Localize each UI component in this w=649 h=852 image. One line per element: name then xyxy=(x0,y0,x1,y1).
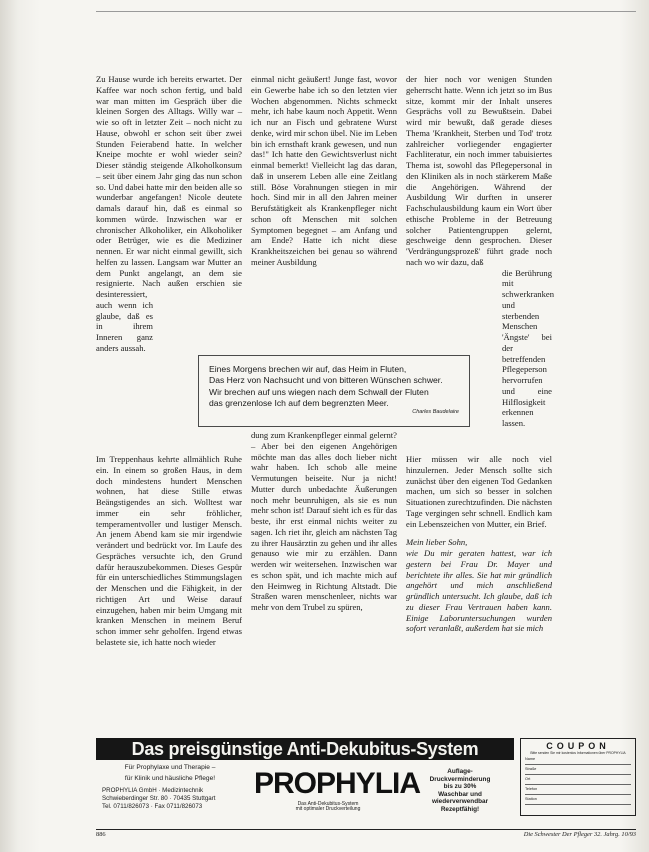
ad-address-line-1: PROPHYLIA GmbH · Medizintechnik xyxy=(102,787,204,795)
pull-quote xyxy=(198,355,470,427)
coupon-field-street[interactable]: Straße xyxy=(525,765,631,775)
coupon-note: Bitte senden Sie mir kostenlos Informationen über PROPHYLIA xyxy=(530,751,626,755)
article-column-2 xyxy=(251,74,397,268)
page-footer xyxy=(96,830,636,840)
col3-para1: der hier noch vor wenigen Stunden geherrscht hatte. Wenn ich jetzt so im Bus sitze, kommt mir der Inhalt unseres Gesprächs voll zu Bewußtsein. Dabei wird mir bewußt, daß gerade dieses Thema 'Krankheit, Sterben und Tod' trotz zahlreicher vorliegender engagierter Fachliteratur, ein noch immer tabuisiertes Thema ist, sowohl das Pflegepersonal in den Kliniken als in noch stärkerem Maße die Angehörigen. Während der Ausbildung Wir durften in unserer Fachschulausbildung kaum ein Wort über ethische Probleme in der Betreuung solcher Patientengruppen gelernt, geschweige denn gesprochen. Dieser 'Verdrängungsprozeß' führt grade noch nach wo wir dazu, daß xyxy=(406,74,552,267)
pull-quote-line-3: Wir brechen auf uns wiegen nach dem Schwall der Fluten xyxy=(209,386,429,397)
coupon-field-name[interactable]: Name xyxy=(525,755,631,765)
ad-offer-line-1: Auflage- xyxy=(447,768,473,775)
article-column-2-lower xyxy=(251,430,397,613)
ad-lead-line-2: für Klinik und häusliche Pflege! xyxy=(124,774,216,782)
logo-tagline-2: mit optimaler Druckverteilung xyxy=(295,806,361,812)
ad-headline: Das preisgünstige Anti-Dekubitus-System xyxy=(96,738,514,760)
ad-offer-line-4: Waschbar und wiederverwendbar xyxy=(431,790,489,806)
ad-offer xyxy=(414,768,506,812)
ad-offer-line-5: Rezeptfähig! xyxy=(440,805,480,813)
coupon-field-city[interactable]: Ort xyxy=(525,775,631,785)
journal-citation: Die Schwester Der Pfleger 32. Jahrg. 10/93 xyxy=(523,831,636,838)
logo-wordmark: PROPHYLIA xyxy=(254,767,421,800)
prophylia-logo xyxy=(254,767,421,812)
ad-offer-line-3: bis zu 30% xyxy=(443,783,477,791)
top-rule xyxy=(96,11,636,12)
article-column-3-lower xyxy=(406,454,552,634)
col3-lower-para: Hier müssen wir alle noch viel hinzulernen. Jeder Mensch sollte sich zunächst über den eigenen Tod Gedanken machen, um sich so besser in solchen Situationen zurechtzufinden. Die nächsten Tage vergingen sehr schnell. Endlich kam ein Lebenszeichen von Mutter, ein Brief. xyxy=(406,454,552,529)
ad-info-block xyxy=(96,762,244,816)
advertisement xyxy=(96,738,636,816)
ad-address-line-2: Schwieberdinger Str. 80 · 70435 Stuttgart xyxy=(102,795,216,803)
pull-quote-source: Charles Baudelaire xyxy=(412,408,459,415)
pull-quote-line-4: das grenzenlose Ich auf dem begrenzten Meer. xyxy=(209,398,389,409)
letter-body: wie Du mir geraten hattest, war ich gestern bei Frau Dr. Mayer und berichtete ihr alles. Sie hat mir gründlich angehört und mich anschließend gründlich untersucht. Ich glaube, daß ich zu dieser Frau Vertrauen haben kann. Einige Laboruntersuchungen wurden sofort veranlaßt, außerdem hat sie mich xyxy=(406,548,552,634)
logo-tagline-1: Das Anti-Dekubitus-System xyxy=(297,801,359,807)
coupon-field-station[interactable]: Station xyxy=(525,795,631,805)
article-column-1 xyxy=(96,74,242,354)
coupon-field-phone[interactable]: Telefon xyxy=(525,785,631,795)
pull-quote-line-2: Das Herz von Nachsucht und von bitteren Wünschen schwer. xyxy=(209,375,443,386)
article-column-1-lower xyxy=(96,454,242,648)
col2-lower-para: dung zum Krankenpfleger einmal gelernt? – Aber bei den eigenen Angehörigen möchte man das alles doch lieber nicht wahr haben. Ich schob alle meine Vermutungen beiseite. Nur ja nicht! Mutter durch unbedachte Äußerungen noch mehr beunruhigen, als sie es nun mehr schon ist! Darauf sieht ich es für das beste, ihr erst einmal nichts weiter zu sagen. Ich riet ihr, gleich am nächsten Tag zu ihrer Hausärztin zu gehen und ihr alles genauso wie mir zu erzählen. Dann werden wir weitersehen. Inzwischen war es schon spät, und ich machte mich auf den Heimweg in Richtung Altstadt. Die Straßen waren menschenleer, nichts war mehr von dem Trubel zu spüren, xyxy=(251,430,397,612)
col1-para3: auch wenn ich glaube, daß es in ihrem Inneren ganz anders aussah. xyxy=(96,299,153,353)
pull-quote-line-1: Eines Morgens brechen wir auf, das Heim in Fluten, xyxy=(209,364,407,374)
col3-para2: die Berührung mit schwerkranken und sterbenden Menschen 'Ängste' bei der betreffenden Pflegeperson hervorrufen und eine Hilflosigkeit erkennen lassen. xyxy=(502,267,555,428)
col1-para1: Zu Hause wurde ich bereits erwartet. Der Kaffee war noch schon fertig, und bald war man mitten im Gespräch über die kleinen Sorgen des Alltags. Willy war – wie so oft in letzter Zeit – noch nicht zu Hause, obwohl er schon seit über zwei Stunden Feierabend hatte. In welcher Kneipe mochte er wohl wieder sein? Dieser ständig steigende Alkoholkonsum – seit über einem Jahr ging das nun schon so. Und dabei hatte mir den beiden alle so wunderbar angefangen! Nicole deutete damals darauf hin, daß es einmal so kommen würde. Inzwischen war er chronischer Alkoholiker, ein Alkoholiker oder Betrüger, wie es die Mediziner nennen. Er war nicht einmal gewillt, sich helfen zu lassen. Langsam war Mutter an dem Punkt angelangt, an dem sie resignierte. Nach außen erschien sie desinteressiert, xyxy=(96,74,242,299)
page-number: 886 xyxy=(96,831,106,838)
coupon-title: COUPON xyxy=(546,741,610,751)
ad-offer-line-2: Druckverminderung xyxy=(429,775,491,783)
coupon-box xyxy=(520,738,636,816)
letter-salutation: Mein lieber Sohn, xyxy=(406,537,468,548)
col1-lower-para: Im Treppenhaus kehrte allmählich Ruhe ein. In einem so großen Haus, in dem doch mindestens hundert Menschen wohnen, hat diese Stille etwas Beängstigendes an sich. Wolltest war immer ein sehr fröhlicher, temperamentvoller und lustiger Mensch. An jenem Abend kam sie mir irgendwie verändert und bedrückt vor. Im Laufe des Gespräches versuchte ich, den Grund dafür herauszubekommen. Dieses Gespür für ein unterschiedliches Stimmungslagen der Menschen und die Fähigkeit, in der richtigen Art und Weise darauf einzugehen, haben mir beim Umgang mit kranken Menschen in meinem Beruf schon immer sehr geholfen. Irgend etwas belastete sie, ich hatte noch wieder xyxy=(96,454,242,647)
col2-para1: einmal nicht geäußert! Junge fast, wovor ein Gewerbe habe ich so den letzten vier Wochen abgenommen. Nichts schmeckt mehr, ich habe kaum noch Appetit. Wenn ich nur an Fisch und gebratene Wurst denke, wird mir schon übel. Nie im Leben bin ich ernsthaft krank gewesen, und nun das!" Ich hatte den Gewichtsverlust nicht einmal bemerkt! Vielleicht lag das daran, daß in unserem Leben alle eine Zeitlang still. Böse Vorahnungen stiegen in mir hoch. Sind mir in all den Jahren meiner Berufstätigkeit als Krankenpfleger nicht schon oft Menschen mit solchen Symptomen begegnet – am Anfang und am Ende? Hatte ich nicht diese Krankheitszeichen bei genau so während meiner Ausbildung xyxy=(251,74,397,267)
ad-lead-line-1: Für Prophylaxe und Therapie – xyxy=(124,764,216,771)
ad-address-line-3: Tel. 0711/826073 · Fax 0711/826073 xyxy=(102,803,203,811)
